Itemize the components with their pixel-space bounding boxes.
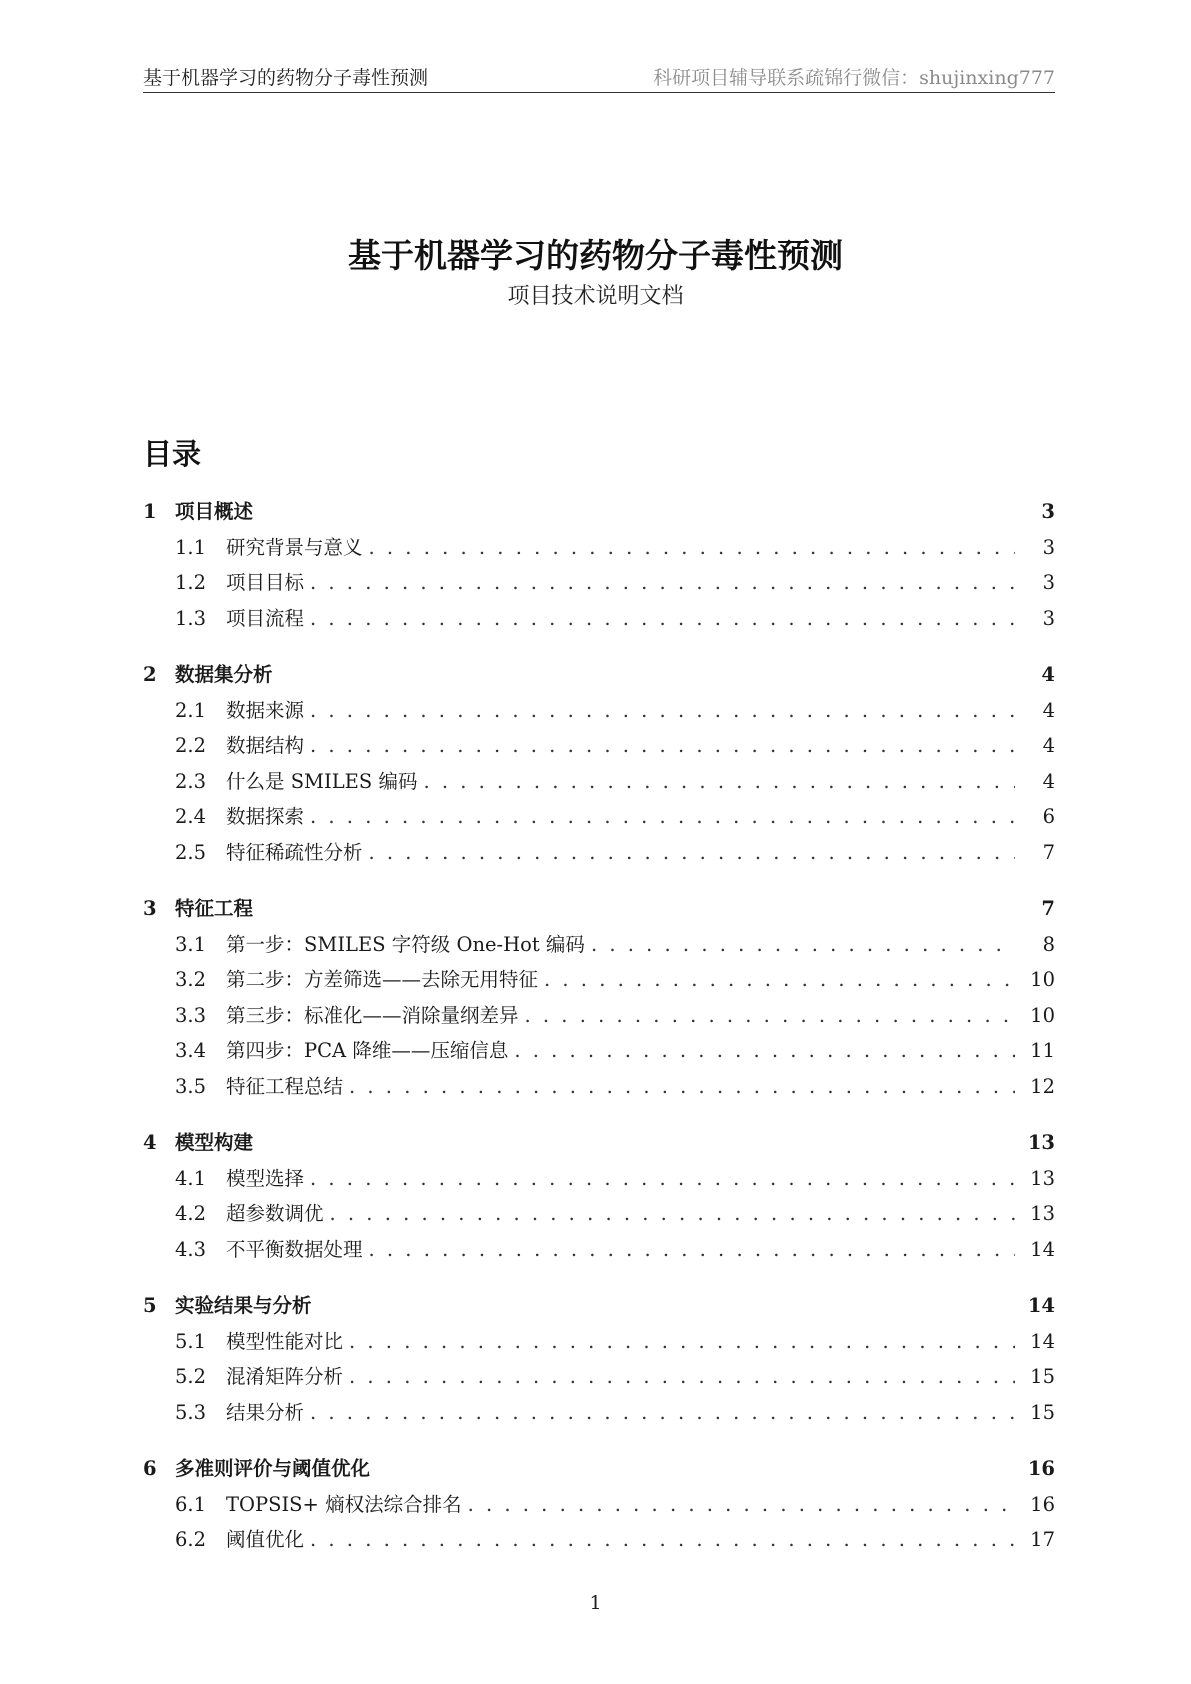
toc-dot-leader <box>310 565 1015 601</box>
toc-subsection-title: 混淆矩阵分析 <box>226 1365 344 1388</box>
toc-entry-subsection-5.3[interactable] <box>143 1395 1055 1431</box>
toc-dot-leader <box>310 799 1015 835</box>
toc-section-page: 16 <box>1027 1457 1055 1480</box>
toc-section <box>143 1288 1055 1430</box>
page-header <box>143 66 1055 93</box>
toc-subsection-number: 3.1 <box>175 932 207 956</box>
toc-subsection-page: 15 <box>1030 1365 1055 1388</box>
toc-subsection-title: 模型选择 <box>226 1166 305 1190</box>
toc-subsection-number: 3.5 <box>175 1074 207 1098</box>
toc-entry-section-4[interactable] <box>143 1125 1055 1161</box>
toc-entry-subsection-2.1[interactable] <box>143 693 1055 729</box>
toc-entry-subsection-6.2[interactable] <box>143 1522 1055 1558</box>
toc-section-title: 数据集分析 <box>175 663 273 686</box>
toc-subsection-page: 4 <box>1042 734 1055 757</box>
toc-dot-leader <box>591 927 1015 963</box>
toc-dot-leader <box>310 1161 1015 1197</box>
toc-section-number: 1 <box>143 500 157 523</box>
toc-subsection-number: 4.2 <box>175 1202 207 1225</box>
toc-subsection-number: 3.3 <box>175 1003 207 1027</box>
toc-entry-subsection-1.3[interactable] <box>143 601 1055 637</box>
toc-subsection-title: 第一步：SMILES 字符级 One-Hot 编码 <box>226 932 585 956</box>
toc-subsection-title: 数据来源 <box>226 698 305 722</box>
toc-subsection-number: 1.1 <box>175 535 207 559</box>
document-subtitle: 项目技术说明文档 <box>507 284 684 309</box>
toc-entry-subsection-2.4[interactable] <box>143 799 1055 835</box>
toc-section-title: 模型构建 <box>175 1131 254 1154</box>
toc-section-page: 3 <box>1041 500 1055 523</box>
toc-dot-leader <box>369 1232 1015 1268</box>
toc-dot-leader <box>349 1069 1015 1105</box>
toc-subsection-page: 13 <box>1030 1202 1055 1225</box>
toc-subsection-title: 特征工程总结 <box>226 1074 344 1098</box>
toc-subsection-number: 1.3 <box>175 606 207 630</box>
document-title: 基于机器学习的药物分子毒性预测 <box>348 236 843 275</box>
toc-section-title: 多准则评价与阈值优化 <box>175 1457 371 1480</box>
toc-entry-subsection-3.3[interactable] <box>143 998 1055 1034</box>
toc-subsection-page: 10 <box>1030 968 1055 991</box>
toc-heading: 目录 <box>143 437 202 471</box>
toc-subsection-number: 4.3 <box>175 1237 207 1261</box>
toc-subsection-page: 3 <box>1042 571 1055 594</box>
toc-subsection-number: 6.2 <box>175 1528 207 1551</box>
toc-entry-section-5[interactable] <box>143 1288 1055 1324</box>
toc-subsection-page: 13 <box>1030 1166 1055 1190</box>
toc-section-page: 7 <box>1041 897 1055 920</box>
toc-entry-subsection-5.2[interactable] <box>143 1359 1055 1395</box>
toc-subsection-title: 第二步：方差筛选——去除无用特征 <box>226 968 539 991</box>
toc-dot-leader <box>468 1487 1015 1523</box>
page-number: 1 <box>589 1592 602 1614</box>
toc-subsection-number: 2.3 <box>175 769 207 793</box>
toc-subsection-page: 15 <box>1030 1400 1055 1424</box>
toc-dot-leader <box>423 764 1015 800</box>
toc-subsection-number: 6.1 <box>175 1492 207 1516</box>
toc-section-number: 6 <box>143 1457 157 1480</box>
toc-entry-subsection-1.2[interactable] <box>143 565 1055 601</box>
toc-entry-subsection-6.1[interactable] <box>143 1487 1055 1523</box>
toc-dot-leader <box>525 998 1015 1034</box>
toc-dot-leader <box>349 1324 1015 1360</box>
toc-entry-subsection-5.1[interactable] <box>143 1324 1055 1360</box>
toc-entry-subsection-3.1[interactable] <box>143 927 1055 963</box>
toc-subsection-page: 4 <box>1042 698 1055 722</box>
toc-subsection-page: 6 <box>1042 805 1055 828</box>
toc-section-page: 4 <box>1041 663 1055 686</box>
toc-entry-subsection-2.2[interactable] <box>143 728 1055 764</box>
toc-subsection-number: 5.1 <box>175 1329 207 1353</box>
toc-subsection-page: 4 <box>1042 769 1055 793</box>
toc-subsection-title: 研究背景与意义 <box>226 535 363 559</box>
toc-subsection-page: 3 <box>1042 606 1055 630</box>
toc-subsection-page: 16 <box>1030 1492 1055 1516</box>
toc-section-page: 14 <box>1027 1294 1055 1317</box>
toc-section <box>143 1451 1055 1558</box>
toc-subsection-title: 项目目标 <box>226 571 305 594</box>
toc-subsection-title: 模型性能对比 <box>226 1329 344 1353</box>
toc-entry-subsection-3.2[interactable] <box>143 962 1055 998</box>
toc-dot-leader <box>514 1033 1015 1069</box>
toc-subsection-page: 17 <box>1030 1528 1055 1551</box>
toc-subsection-number: 2.5 <box>175 840 207 864</box>
title-block <box>0 234 1191 312</box>
toc-dot-leader <box>349 1359 1015 1395</box>
toc-subsection-page: 14 <box>1030 1237 1055 1261</box>
toc-entry-section-3[interactable] <box>143 891 1055 927</box>
toc-section <box>143 494 1055 636</box>
toc-section-title: 项目概述 <box>175 500 254 523</box>
toc-subsection-title: 项目流程 <box>226 606 305 630</box>
toc-subsection-title: 什么是 SMILES 编码 <box>226 769 418 793</box>
toc-subsection-page: 7 <box>1042 840 1055 864</box>
toc-entry-subsection-2.5[interactable] <box>143 835 1055 871</box>
toc-section-title: 实验结果与分析 <box>175 1294 312 1317</box>
toc-section <box>143 657 1055 870</box>
toc-subsection-number: 3.2 <box>175 968 207 991</box>
toc-section-number: 3 <box>143 897 157 920</box>
toc-dot-leader <box>544 962 1015 998</box>
toc-subsection-number: 5.3 <box>175 1400 207 1424</box>
toc-subsection-page: 3 <box>1042 535 1055 559</box>
toc-dot-leader <box>369 835 1015 871</box>
toc-subsection-title: TOPSIS+ 熵权法综合排名 <box>226 1492 462 1516</box>
toc-section-number: 5 <box>143 1294 157 1317</box>
toc-subsection-number: 2.2 <box>175 734 207 757</box>
toc-subsection-number: 4.1 <box>175 1166 207 1190</box>
toc-subsection-page: 14 <box>1030 1329 1055 1353</box>
toc-dot-leader <box>310 1522 1015 1558</box>
toc-subsection-title: 阈值优化 <box>226 1528 305 1551</box>
toc-entry-section-2[interactable] <box>143 657 1055 693</box>
toc-entry-subsection-3.5[interactable] <box>143 1069 1055 1105</box>
toc-subsection-title: 不平衡数据处理 <box>226 1237 363 1261</box>
toc-entry-section-6[interactable] <box>143 1451 1055 1487</box>
toc-section <box>143 1125 1055 1267</box>
header-doc-title: 基于机器学习的药物分子毒性预测 <box>143 67 429 89</box>
toc-entry-subsection-3.4[interactable] <box>143 1033 1055 1069</box>
toc-subsection-title: 数据探索 <box>226 805 305 828</box>
toc-section-number: 4 <box>143 1131 157 1154</box>
toc-subsection-title: 第三步：标准化——消除量纲差异 <box>226 1003 519 1027</box>
toc-dot-leader <box>310 1395 1015 1431</box>
toc-subsection-number: 2.1 <box>175 698 207 722</box>
toc-entry-subsection-1.1[interactable] <box>143 530 1055 566</box>
toc-subsection-page: 10 <box>1030 1003 1055 1027</box>
toc-subsection-page: 11 <box>1030 1039 1055 1062</box>
toc-subsection-number: 5.2 <box>175 1365 207 1388</box>
toc-entry-subsection-4.1[interactable] <box>143 1161 1055 1197</box>
header-contact: 科研项目辅导联系疏锦行微信：shujinxing777 <box>653 67 1055 89</box>
toc-entry-subsection-2.3[interactable] <box>143 764 1055 800</box>
toc-subsection-title: 超参数调优 <box>226 1202 324 1225</box>
toc-dot-leader <box>330 1196 1015 1232</box>
toc-subsection-page: 12 <box>1030 1074 1055 1098</box>
toc-subsection-number: 2.4 <box>175 805 207 828</box>
toc-dot-leader <box>369 530 1015 566</box>
toc-section-number: 2 <box>143 663 157 686</box>
toc-subsection-title: 数据结构 <box>226 734 305 757</box>
toc-section <box>143 891 1055 1104</box>
toc-dot-leader <box>310 693 1015 729</box>
toc-subsection-title: 特征稀疏性分析 <box>226 840 363 864</box>
toc-subsection-page: 8 <box>1042 932 1055 956</box>
toc-subsection-title: 结果分析 <box>226 1400 305 1424</box>
toc-subsection-title: 第四步：PCA 降维——压缩信息 <box>226 1039 509 1062</box>
toc-section-title: 特征工程 <box>175 897 254 920</box>
toc-dot-leader <box>310 728 1015 764</box>
toc-entry-subsection-4.2[interactable] <box>143 1196 1055 1232</box>
toc-section-page: 13 <box>1027 1131 1055 1154</box>
toc-subsection-number: 3.4 <box>175 1039 207 1062</box>
toc-entry-section-1[interactable] <box>143 494 1055 530</box>
toc-dot-leader <box>310 601 1015 637</box>
toc-entry-subsection-4.3[interactable] <box>143 1232 1055 1268</box>
toc-subsection-number: 1.2 <box>175 571 207 594</box>
table-of-contents <box>143 494 1055 1579</box>
